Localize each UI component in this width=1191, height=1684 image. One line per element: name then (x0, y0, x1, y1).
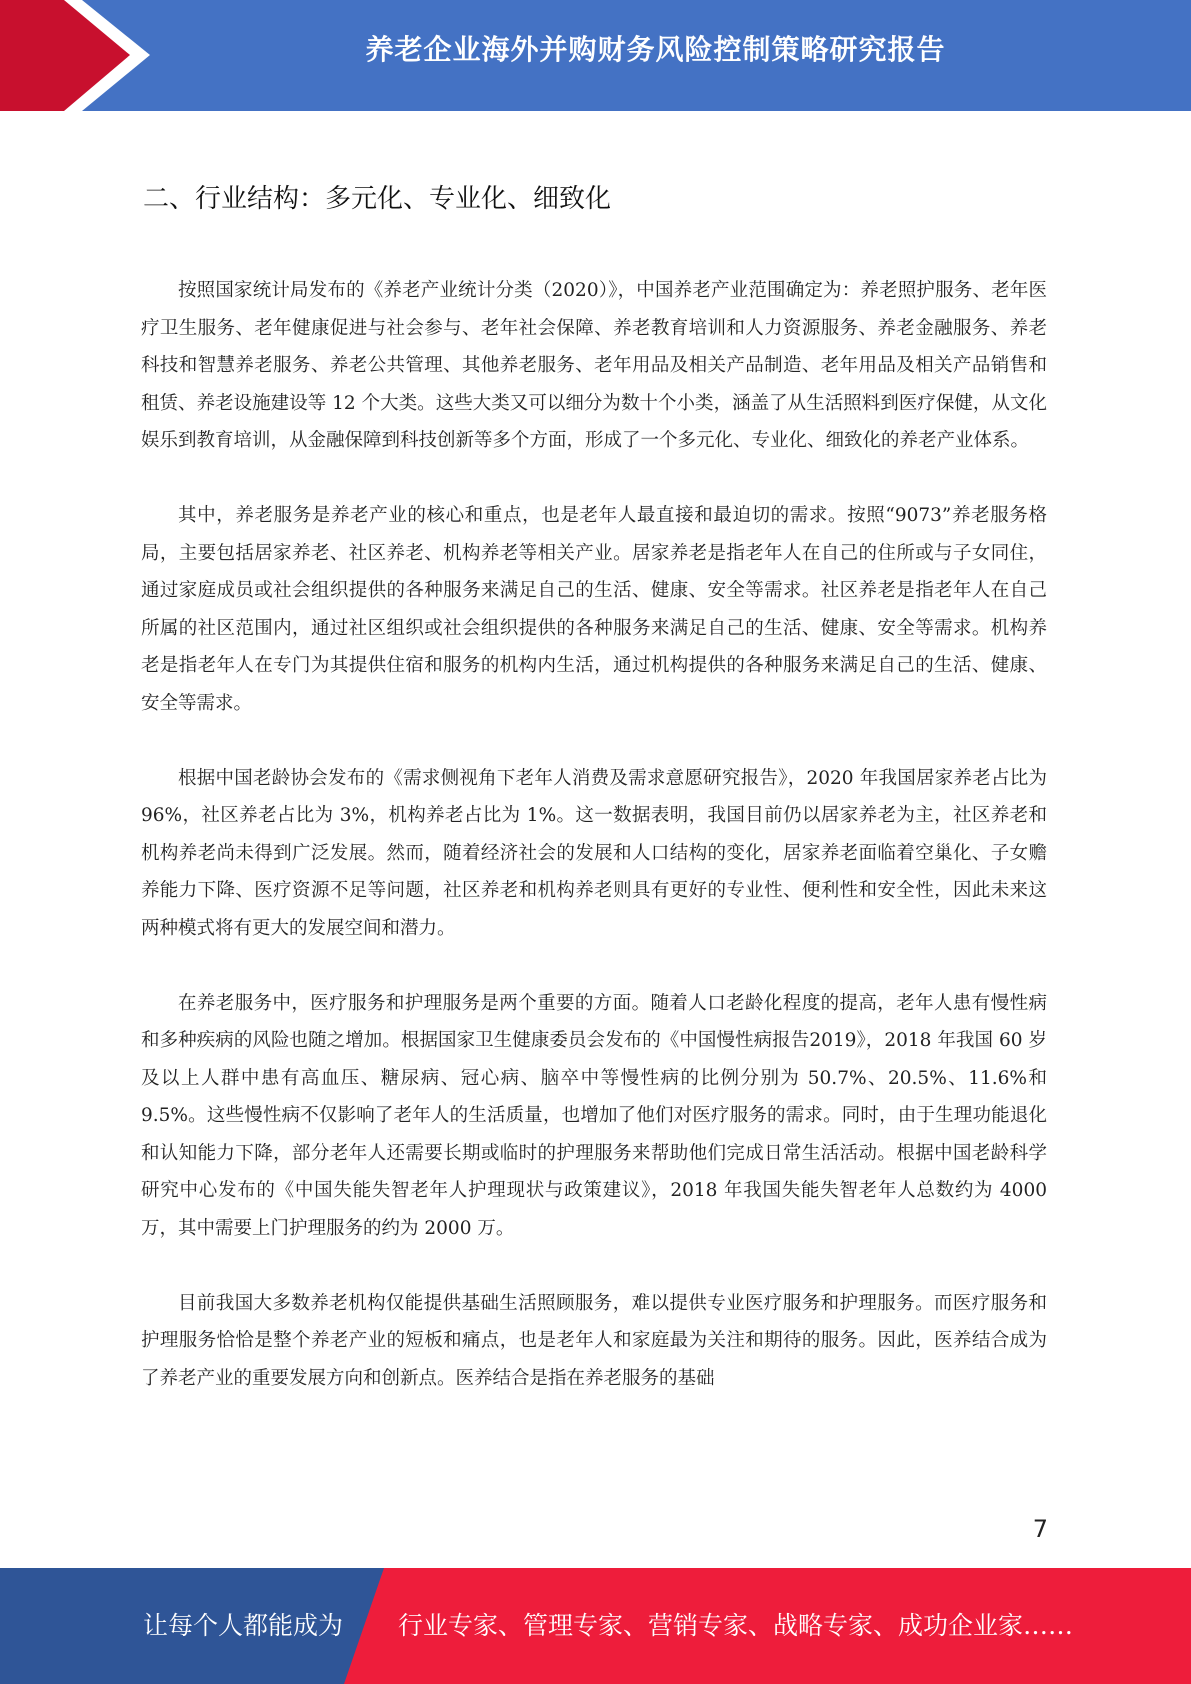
report-title: 养老企业海外并购财务风险控制策略研究报告 (365, 33, 946, 66)
page-footer (0, 1568, 1191, 1684)
page-number: 7 (1032, 1515, 1048, 1543)
section-heading: 二、行业结构：多元化、专业化、细致化 (143, 184, 612, 214)
header-chevron-decoration (0, 0, 160, 111)
body-text (141, 272, 1047, 1434)
footer-slogan-left: 让每个人都能成为 (143, 1611, 344, 1640)
page-header (0, 0, 1191, 111)
paragraph: 目前我国大多数养老机构仅能提供基础生活照顾服务，难以提供专业医疗服务和护理服务。而医疗服务和护理服务恰恰是整个养老产业的短板和痛点，也是老年人和家庭最为关注和期待的服务。因此，医养结合成为了养老产业的重要发展方向和创新点。医养结合是指在养老服务的基础 (141, 1292, 1047, 1389)
paragraph: 其中，养老服务是养老产业的核心和重点，也是老年人最直接和最迫切的需求。按照“9073”养老服务格局，主要包括居家养老、社区养老、机构养老等相关产业。居家养老是指老年人在自己的住所或与子女同住，通过家庭成员或社会组织提供的各种服务来满足自己的生活、健康、安全等需求。社区养老是指老年人在自己所属的社区范围内，通过社区组织或社会组织提供的各种服务来满足自己的生活、健康、安全等需求。机构养老是指老年人在专门为其提供住宿和服务的机构内生活，通过机构提供的各种服务来满足自己的生活、健康、安全等需求。 (141, 504, 1047, 714)
footer-slogan-right: 行业专家、管理专家、营销专家、战略专家、成功企业家…… (398, 1611, 1074, 1640)
paragraph: 按照国家统计局发布的《养老产业统计分类（2020）》，中国养老产业范围确定为：养老照护服务、老年医疗卫生服务、老年健康促进与社会参与、老年社会保障、养老教育培训和人力资源服务、养老金融服务、养老科技和智慧养老服务、养老公共管理、其他养老服务、老年用品及相关产品制造、老年用品及相关产品销售和租赁、养老设施建设等 12 个大类。这些大类又可以细分为数十个小类，涵盖了从生活照料到医疗保健，从文化娱乐到教育培训，从金融保障到科技创新等多个方面，形成了一个多元化、专业化、细致化的养老产业体系。 (141, 280, 1047, 452)
paragraph: 在养老服务中，医疗服务和护理服务是两个重要的方面。随着人口老龄化程度的提高，老年人患有慢性病和多种疾病的风险也随之增加。根据国家卫生健康委员会发布的《中国慢性病报告2019》，2018 年我国 60 岁及以上人群中患有高血压、糖尿病、冠心病、脑卒中等慢性病的比例分别为 50.7%、20.5%、11.6%和 9.5%。这些慢性病不仅影响了老年人的生活质量，也增加了他们对医疗服务的需求。同时，由于生理功能退化和认知能力下降，部分老年人还需要长期或临时的护理服务来帮助他们完成日常生活活动。根据中国老龄科学研究中心发布的《中国失能失智老年人护理现状与政策建议》，2018 年我国失能失智老年人总数约为 4000 万，其中需要上门护理服务的约为 2000 万。 (141, 992, 1047, 1240)
paragraph: 根据中国老龄协会发布的《需求侧视角下老年人消费及需求意愿研究报告》，2020 年我国居家养老占比为 96%，社区养老占比为 3%，机构养老占比为 1%。这一数据表明，我国目前仍以居家养老为主，社区养老和机构养老尚未得到广泛发展。然而，随着经济社会的发展和人口结构的变化，居家养老面临着空巢化、子女赡养能力下降、医疗资源不足等问题，社区养老和机构养老则具有更好的专业性、便利性和安全性，因此未来这两种模式将有更大的发展空间和潜力。 (141, 767, 1047, 939)
